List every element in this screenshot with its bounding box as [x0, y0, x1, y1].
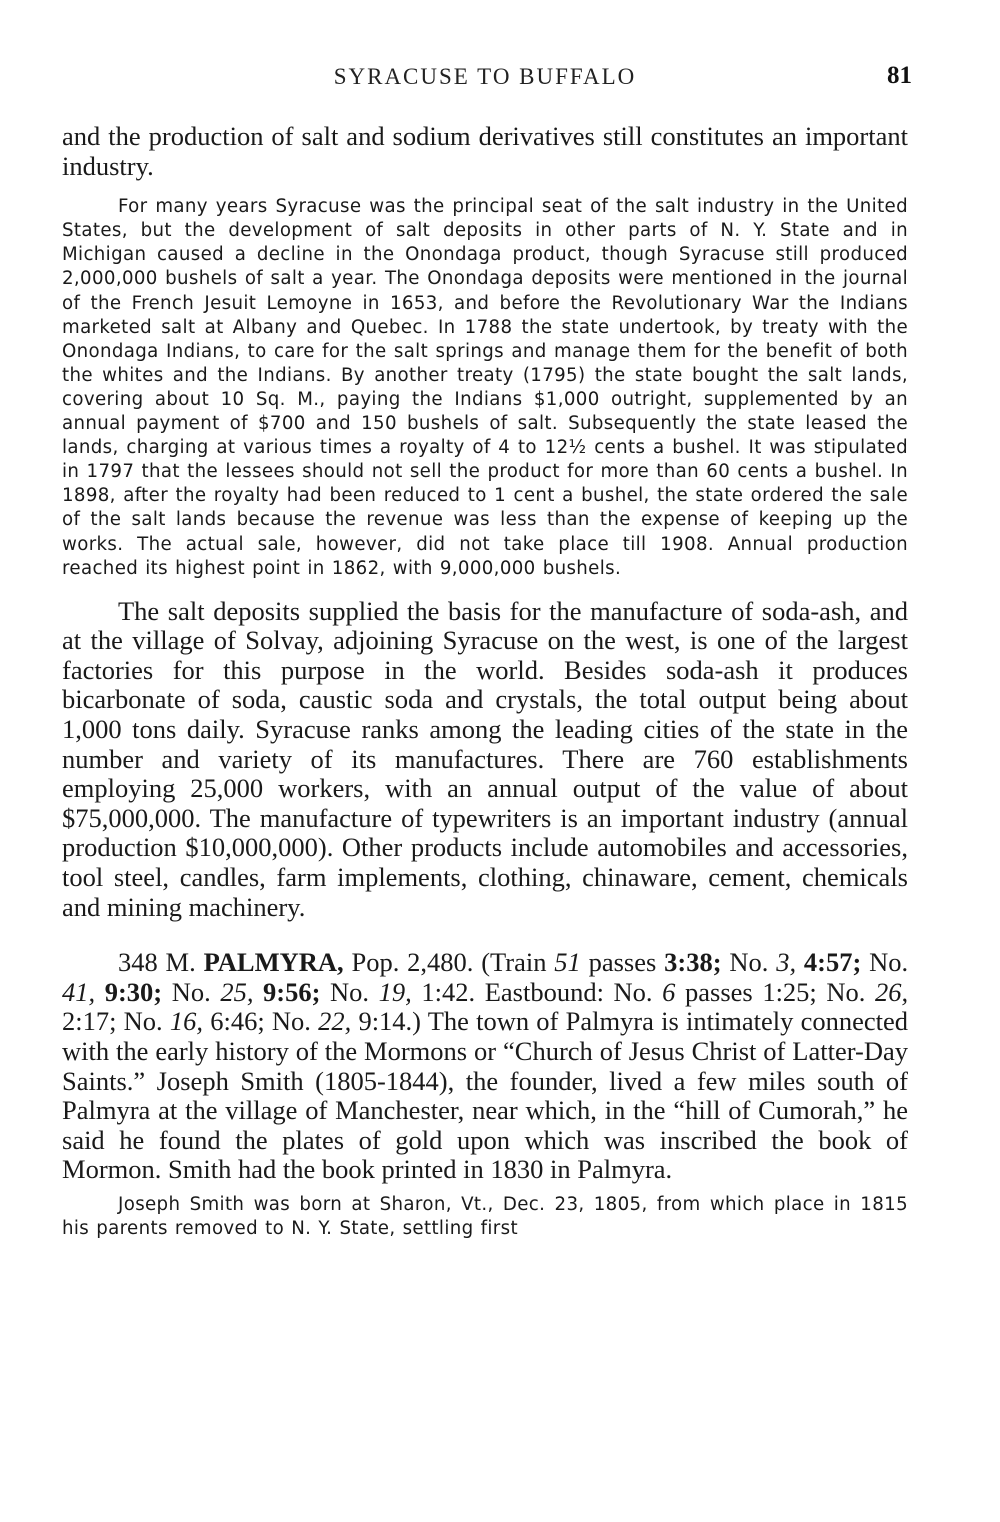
no-word: No.	[869, 947, 909, 978]
train-time: 2:17; No.	[62, 1006, 163, 1037]
schedule-open: (Train	[481, 947, 547, 978]
book-page	[62, 58, 912, 1241]
population: Pop. 2,480.	[351, 947, 474, 978]
paragraph-salt-history-note: For many years Syracuse was the principal seat of the salt industry in the United States, but the development of salt deposits in other parts of N. Y. State and in Michigan caused a decline in the Onondaga product, though Syracuse still produced 2,000,000 bushels of salt a year. The Onondaga deposits were mentioned in the journal of the French Jesuit Lemoyne in 1653, and before the Revolutionary War the Indians marketed salt at Albany and Quebec. In 1788 the state undertook, by treaty with the Onondaga Indians, to care for the salt springs and manage them for the benefit of both the whites and the Indians. By another treaty (1795) the state bought the salt lands, covering about 10 Sq. M., paying the Indians $1,000 outright, supplemented by an annual payment of $700 and 150 bushels of salt. Subsequently the state leased the lands, charging at various times a royalty of 4 to 12½ cents a bushel. It was stipulated in 1797 that the lessees should not sell the product for more than 60 cents a bushel. In 1898, after the royalty had been reduced to 1 cent a bushel, the state ordered the sale of the salt lands because the revenue was less than the expense of keeping up the works. The actual sale, however, did not take place till 1908. Annual production reached its highest point in 1862, with 9,000,000 bushels.	[62, 196, 908, 579]
page-number: 81	[887, 62, 912, 89]
train-number: 41,	[62, 976, 96, 1007]
train-number: 26,	[874, 976, 909, 1007]
train-time: 9:30;	[104, 976, 163, 1007]
no-word: No.	[330, 976, 370, 1007]
train-number: 3,	[776, 947, 797, 978]
train-time: 4:57;	[803, 947, 862, 978]
train-number: 16,	[169, 1006, 204, 1037]
passes-word: passes	[588, 947, 657, 978]
train-time: 1:25; No.	[762, 976, 866, 1007]
train-time: 9:14.)	[358, 1006, 421, 1037]
train-number: 25,	[220, 976, 254, 1007]
train-number: 19,	[378, 976, 412, 1007]
place-name: PALMYRA,	[203, 947, 344, 978]
train-time: 6:46; No.	[210, 1006, 311, 1037]
no-word: No.	[171, 976, 211, 1007]
palmyra-body-text: The town of Palmyra is intimately connected with the early history of the Mormons or “Church of Jesus Christ of Latter-Day Saints.” Joseph Smith (1805-1844), the founder, lived a few miles south of Palmyra at the village of Manchester, near which, in the “hill of Cumorah,” he said he found the plates of gold upon which was inscribed the book of Mormon. Smith had the book printed in 1830 in Palmyra.	[62, 1006, 909, 1185]
paragraph-salt-industry-continuation: and the production of salt and sodium derivatives still constitutes an important industry.	[62, 121, 908, 181]
train-time: 1:42.	[421, 976, 476, 1007]
train-time: 3:38;	[664, 947, 722, 978]
train-number: 22,	[318, 1006, 352, 1037]
no-word: No.	[729, 947, 769, 978]
paragraph-joseph-smith-note: Joseph Smith was born at Sharon, Vt., Dec. 23, 1805, from which place in 1815 his parents removed to N. Y. State, settling first	[62, 1193, 908, 1240]
paragraph-soda-ash-manufactures: The salt deposits supplied the basis for the manufacture of soda-ash, and at the village of Solvay, adjoining Syracuse on the west, is one of the largest factories for this purpose in the world. Besides soda-ash it produces bicarbonate of soda, caustic soda and crystals, the total output being about 1,000 tons daily. Syracuse ranks among the leading cities of the state in the number and variety of its manufactures. There are 760 establishments employing 25,000 workers, with an annual output of the value of about $75,000,000. The manufacture of typewriters is an important industry (annual production $10,000,000). Other products include automobiles and accessories, tool steel, candles, farm implements, clothing, chinaware, cement, chemicals and mining machinery.	[62, 595, 908, 922]
mileage: 348 M.	[118, 947, 196, 978]
train-time: 9:56;	[263, 976, 321, 1007]
paragraph-palmyra-entry	[62, 948, 908, 1185]
train-number: 6	[662, 976, 676, 1007]
passes-word: passes	[685, 976, 753, 1007]
train-number: 51	[554, 947, 581, 978]
eastbound-label: Eastbound: No.	[484, 976, 653, 1007]
page-header	[62, 58, 912, 98]
running-head: SYRACUSE TO BUFFALO	[333, 64, 637, 89]
